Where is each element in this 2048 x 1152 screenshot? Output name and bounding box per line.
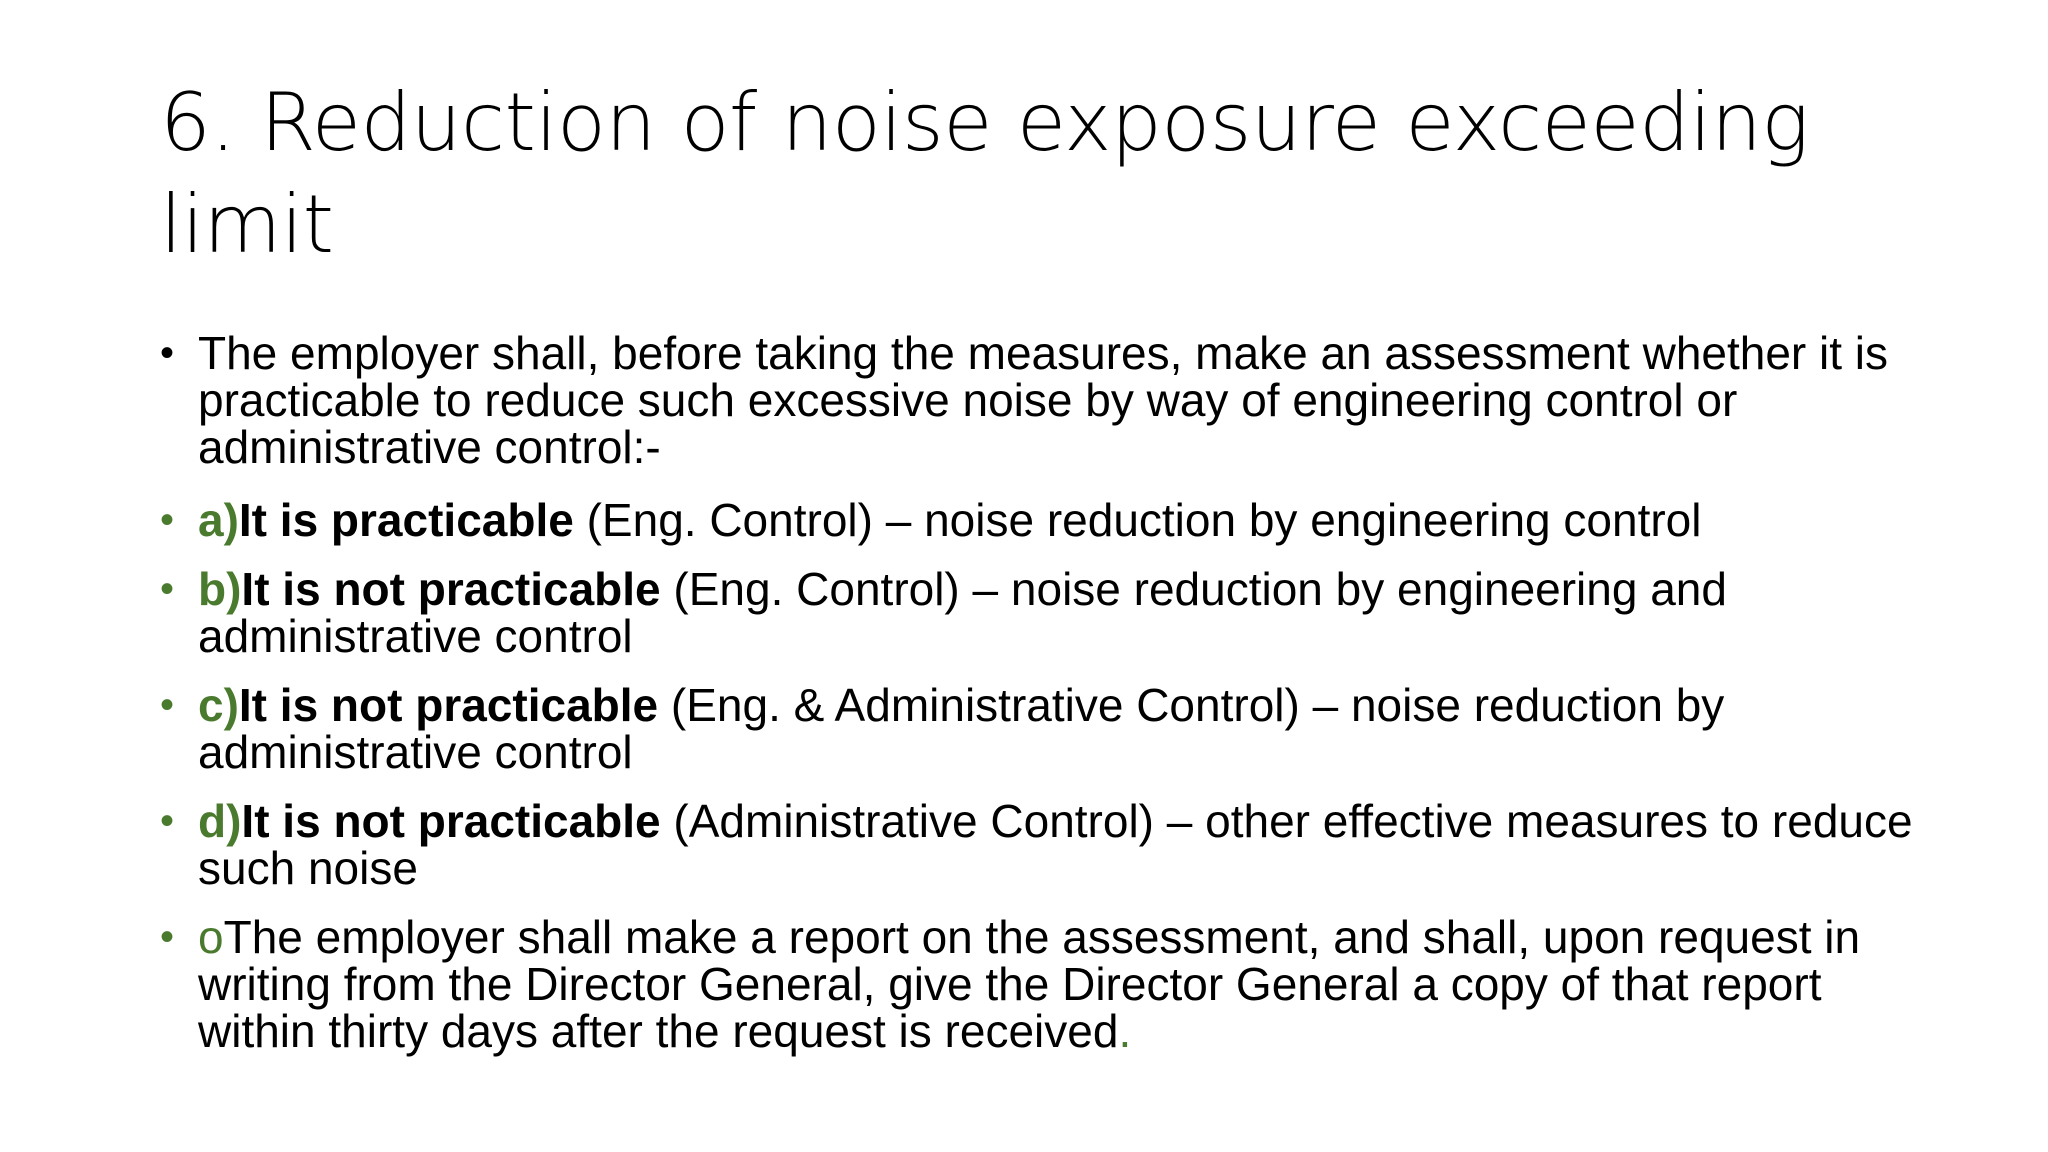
bullet-list xyxy=(160,327,1920,1077)
bullet-dot-icon: • xyxy=(160,498,175,542)
bullet-text: (Eng. Control) – noise reduction by engineering control xyxy=(573,494,1702,546)
bullet-intro xyxy=(160,327,1920,473)
bullet-text: The employer shall, before taking the measures, make an assessment whether it is practicable to reduce such excessive noise by way of engineering control or administrative control:- xyxy=(198,327,1889,473)
bullet-dot-icon: • xyxy=(160,683,175,727)
bullet-text: (Eng. Control) – noise reduction by engineering and administrative control xyxy=(198,563,1727,662)
bullet-option-a xyxy=(160,494,1920,546)
bullet-text: (Eng. & Administrative Control) – noise reduction by administrative control xyxy=(198,679,1725,778)
bullet-dot-icon: • xyxy=(160,799,175,843)
bullet-end-period: . xyxy=(1118,1005,1132,1057)
bullet-dot-icon: • xyxy=(160,331,175,375)
bullet-marker: d) xyxy=(198,795,242,847)
bullet-bold-text: It is not practicable xyxy=(238,679,659,731)
bullet-report xyxy=(160,911,1920,1057)
bullet-option-d xyxy=(160,795,1920,894)
bullet-marker: a) xyxy=(198,494,239,546)
bullet-marker: c) xyxy=(198,679,239,731)
bullet-text: (Administrative Control) – other effective measures to reduce such noise xyxy=(198,795,1913,894)
circle-marker-icon: o xyxy=(198,911,224,963)
bullet-bold-text: It is not practicable xyxy=(241,795,661,847)
slide-title: 6. Reduction of noise exposure exceeding limit xyxy=(160,76,1809,271)
bullet-marker: b) xyxy=(198,563,242,615)
bullet-option-b xyxy=(160,563,1920,662)
bullet-dot-icon: • xyxy=(160,915,175,959)
bullet-option-c xyxy=(160,679,1920,778)
bullet-dot-icon: • xyxy=(160,567,175,611)
bullet-bold-text: It is not practicable xyxy=(241,563,661,615)
bullet-bold-text: It is practicable xyxy=(238,494,574,546)
bullet-text: The employer shall make a report on the assessment, and shall, upon request in writing from the Director General, give the Director General a copy of that report within thirty days after the request is received xyxy=(198,911,1861,1057)
